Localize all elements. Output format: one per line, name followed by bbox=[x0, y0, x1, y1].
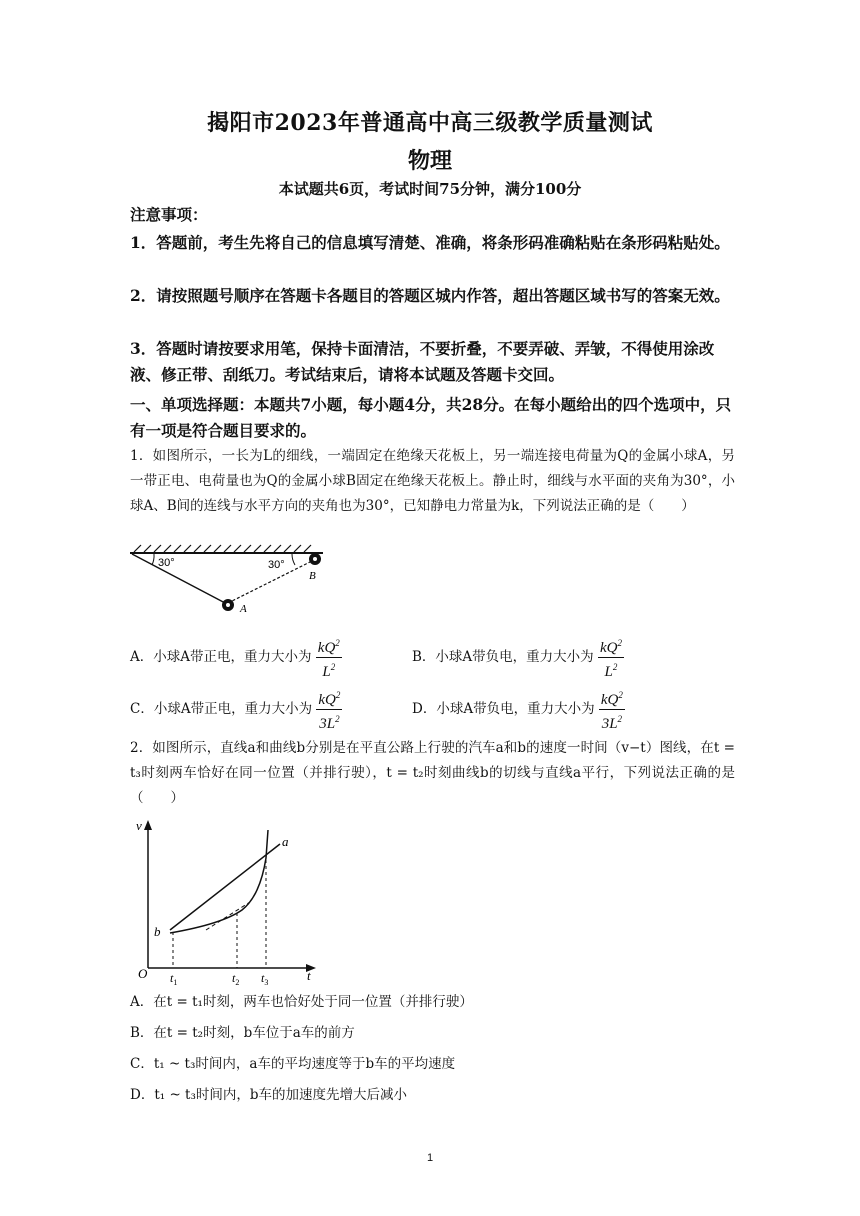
angle-label-right: 30° bbox=[268, 559, 285, 571]
question-2-figure bbox=[132, 818, 322, 988]
q2-option-d[interactable]: D．t₁ ~ t₃时间内，b车的加速度先增大后减小 bbox=[130, 1087, 408, 1103]
exam-title: 揭阳市2023年普通高中高三级教学质量测试 bbox=[207, 110, 653, 136]
curve-b bbox=[170, 830, 268, 933]
line-a-label: a bbox=[282, 834, 289, 849]
v-axis-label: v bbox=[136, 818, 142, 833]
q1-option-d-text: D．小球A带负电，重力大小为 bbox=[412, 701, 595, 717]
line-a bbox=[170, 844, 280, 930]
notice-item-3: 3．答题时请按要求用笔，保持卡面清洁，不要折叠，不要弄破、弄皱，不得使用涂改液、修正带、刮纸刀。考试结束后，请将本试题及答题卡交回。 bbox=[130, 339, 715, 384]
q2-option-b[interactable]: B．在t = t₂时刻，b车位于a车的前方 bbox=[130, 1025, 355, 1041]
q1-option-b-fraction: $\frac{kQ^2}{L^2}$ bbox=[598, 634, 624, 681]
section-heading: 一、单项选择题：本题共7小题，每小题4分，共28分。在每小题给出的四个选项中，只有一项是符合题目要求的。 bbox=[130, 395, 732, 440]
q1-option-a-fraction: $\frac{kQ^2}{L^2}$ bbox=[316, 634, 342, 681]
subject-title: 物理 bbox=[407, 148, 452, 174]
question-1-stem: 1．如图所示，一长为L的细线，一端固定在绝缘天花板上，另一端连接电荷量为Q的金属小球A，另一带正电、电荷量也为Q的金属小球B固定在绝缘天花板上。静止时，细线与水平面的夹角为30°，小球A、B间的连线与水平方向的夹角也为30°，已知静电力常量为k，下列说法正确的是（ ） bbox=[130, 448, 735, 514]
t-axis-label: t bbox=[307, 968, 311, 983]
q1-option-d[interactable] bbox=[412, 686, 625, 733]
question-2-stem: 2．如图所示，直线a和曲线b分别是在平直公路上行驶的汽车a和b的速度一时间（v−t）图线，在t = t₃时刻两车恰好在同一位置（并排行驶），t = t₂时刻曲线b的切线与直线a平行，下列说法正确的是（ ） bbox=[130, 740, 735, 806]
q1-option-c-text: C．小球A带正电，重力大小为 bbox=[130, 701, 313, 717]
q2-option-a[interactable]: A．在t = t₁时刻，两车也恰好处于同一位置（并排行驶） bbox=[130, 994, 473, 1010]
q1-option-d-fraction: $\frac{kQ^2}{3L^2}$ bbox=[599, 686, 625, 733]
angle-label-left: 30° bbox=[158, 557, 175, 569]
notice-item-1: 1．答题前，考生先将自己的信息填写清楚、准确，将条形码准确粘贴在条形码粘贴处。 bbox=[130, 233, 730, 252]
t1-label: $t_1$ bbox=[170, 971, 178, 987]
q1-option-a[interactable] bbox=[130, 634, 342, 681]
origin-label: O bbox=[138, 966, 148, 981]
q1-option-c[interactable] bbox=[130, 686, 342, 733]
notice-heading: 注意事项： bbox=[130, 205, 208, 224]
tangent-line bbox=[206, 902, 250, 930]
q1-option-a-text: A．小球A带正电，重力大小为 bbox=[130, 649, 312, 665]
thread-line bbox=[132, 554, 227, 604]
curve-b-label: b bbox=[154, 924, 161, 939]
notice-item-2: 2．请按照题号顺序在答题卡各题目的答题区城内作答，超出答题区域书写的答案无效。 bbox=[130, 286, 730, 305]
page-number: 1 bbox=[426, 1152, 434, 1164]
exam-info: 本试题共6页，考试时间75分钟，满分100分 bbox=[278, 180, 582, 198]
q2-option-c[interactable]: C．t₁ ~ t₃时间内，a车的平均速度等于b车的平均速度 bbox=[130, 1056, 456, 1072]
ball-a-label: A bbox=[240, 603, 247, 614]
t3-label: $t_3$ bbox=[261, 971, 269, 987]
question-1-figure bbox=[128, 544, 328, 614]
q1-option-c-fraction: $\frac{kQ^2}{3L^2}$ bbox=[316, 686, 342, 733]
q1-option-b[interactable] bbox=[412, 634, 624, 681]
q1-option-b-text: B．小球A带负电，重力大小为 bbox=[412, 649, 594, 665]
ball-b-label: B bbox=[309, 570, 316, 582]
t2-label: $t_2$ bbox=[232, 971, 240, 987]
